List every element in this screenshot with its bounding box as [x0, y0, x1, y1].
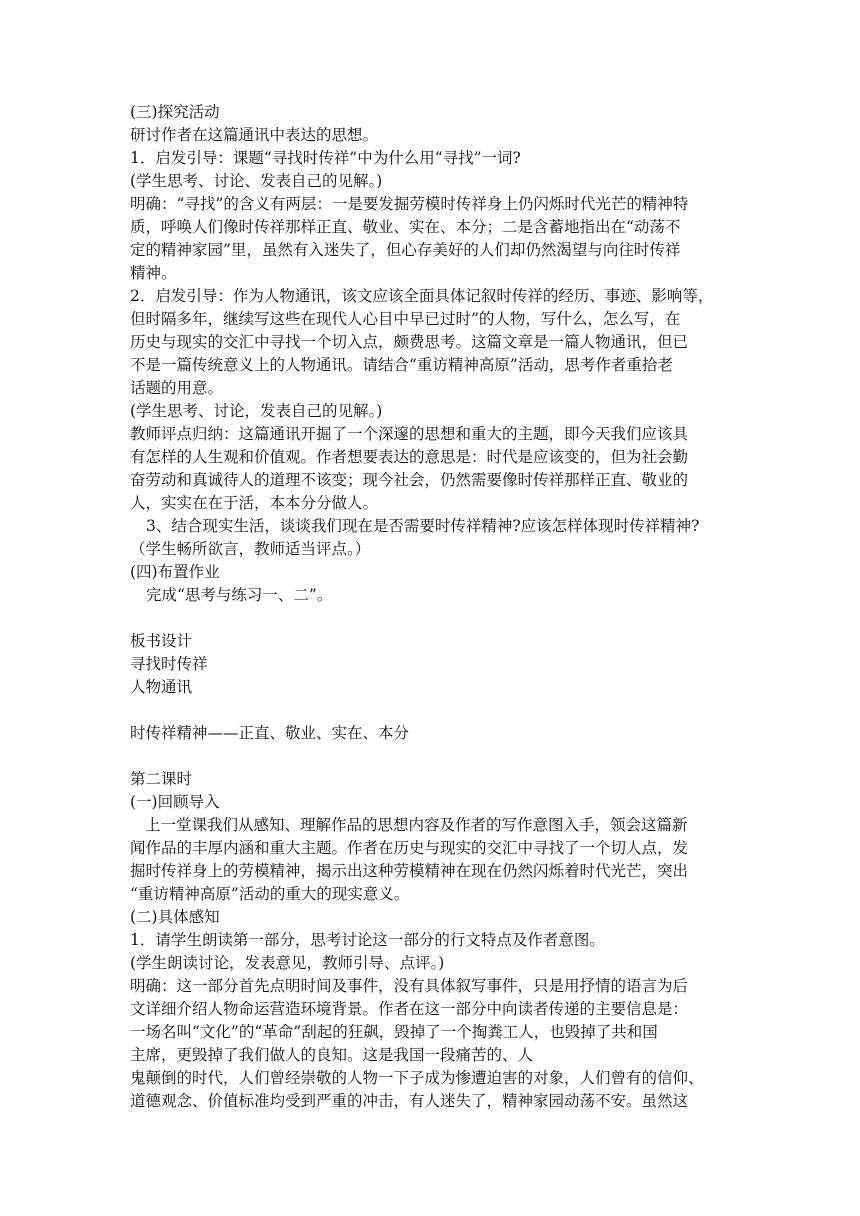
text-line: 鬼颠倒的时代，人们曾经崇敬的人物一下子成为惨遭迫害的对象，人们曾有的信仰、 [130, 1069, 704, 1087]
text-line: 不是一篇传统意义上的人物通讯。请结合“重访精神高原”活动，思考作者重拾老 [130, 356, 673, 374]
document-body [130, 101, 742, 1113]
text-line: （学生畅所欲言，教师适当评点。） [130, 540, 371, 558]
text-line: 人，实实在在于活，本本分分做人。 [130, 494, 379, 512]
text-line: (学生思考、讨论、发表自己的见解。) [130, 172, 383, 190]
text-line: 1．请学生朗读第一部分，思考讨论这一部分的行文特点及作者意图。 [130, 931, 605, 949]
blank-line [130, 745, 742, 768]
board-line: 寻找时传祥 [130, 655, 208, 673]
blank-line [130, 699, 742, 722]
text-line: 定的精神家园”里，虽然有入迷失了，但心存美好的人们却仍然渴望与向往时传祥 [130, 241, 681, 259]
text-line: 一场名叫“文化”的“革命”刮起的狂飙，毁掉了一个掏粪工人，也毁掉了共和国 [130, 1023, 658, 1041]
text-line: 有怎样的人生观和价值观。作者想要表达的意思是：时代是应该变的，但为社会勤 [130, 448, 689, 466]
lesson-heading: 第二课时 [130, 770, 193, 788]
text-line: 主席，更毁掉了我们做人的良知。这是我国一段痛苦的、人 [130, 1046, 534, 1064]
text-line: 文详细介绍人物命运营造环境背景。作者在这一部分中向读者传递的主要信息是： [130, 1000, 689, 1018]
blank-line [130, 607, 742, 630]
text-line: 话题的用意。 [130, 379, 224, 397]
text-line: 1．启发引导：课题“寻找时传祥”中为什么用“寻找”一词? [130, 149, 521, 167]
text-line: 2．启发引导：作为人物通讯，该文应该全面具体记叙时传祥的经历、事迹、影响等， [130, 287, 714, 305]
text-line: 上一堂课我们从感知、理解作品的思想内容及作者的写作意图入手，领会这篇新 [145, 816, 688, 834]
text-line: 3、结合现实生活，谈谈我们现在是否需要时传祥精神?应该怎样体现时传祥精神? [146, 517, 700, 535]
section-heading: (一)回顾导入 [130, 793, 220, 811]
board-line: 时传祥精神——正直、敬业、实在、本分 [130, 724, 410, 742]
text-line: 奋劳动和真诚待人的道理不该变；现今社会，仍然需要像时传祥那样正直、敬业的 [130, 471, 689, 489]
section-heading: (四)布置作业 [130, 563, 220, 581]
section-heading: (二)具体感知 [130, 908, 220, 926]
board-design-heading: 板书设计 [130, 632, 193, 650]
text-line: 质，呼唤人们像时传祥那样正直、敬业、实在、本分；二是含蓄地指出在“动荡不 [130, 218, 681, 236]
text-line: (学生思考、讨论，发表自己的见解。) [130, 402, 383, 420]
text-line: (学生朗读讨论，发表意见，教师引导、点评。) [130, 954, 445, 972]
text-line: 掘时传祥身上的劳模精神，揭示出这种劳模精神在现在仍然闪烁着时代光芒，突出 [130, 862, 689, 880]
board-line: 人物通讯 [130, 678, 193, 696]
text-line: 道德观念、价值标准均受到严重的冲击，有人迷失了，精神家园动荡不安。虽然这 [130, 1092, 689, 1110]
text-line: 闻作品的丰厚内涵和重大主题。作者在历史与现实的交汇中寻找了一个切人点，发 [130, 839, 689, 857]
text-line: 历史与现实的交汇中寻找一个切入点，颇费思考。这篇文章是一篇人物通讯，但已 [130, 333, 689, 351]
text-line: 但时隔多年，继续写这些在现代人心目中早已过时”的人物，写什么，怎么写，在 [130, 310, 681, 328]
text-line: 明确：这一部分首先点明时间及事件，没有具体叙写事件，只是用抒情的语言为后 [130, 977, 689, 995]
section-heading: (三)探究活动 [130, 103, 220, 121]
text-line: 研讨作者在这篇通讯中表达的思想。 [130, 126, 379, 144]
text-line: 教师评点归纳：这篇通讯开掘了一个深邃的思想和重大的主题，即今天我们应该具 [130, 425, 689, 443]
text-line: 精神。 [130, 264, 177, 282]
text-line: 明确：“寻找”的含义有两层：一是要发掘劳模时传祥身上仍闪烁时代光芒的精神特 [130, 195, 689, 213]
text-line: “重访精神高原”活动的重大的现实意义。 [130, 885, 410, 903]
text-line: 完成“思考与练习一、二”。 [146, 586, 333, 604]
